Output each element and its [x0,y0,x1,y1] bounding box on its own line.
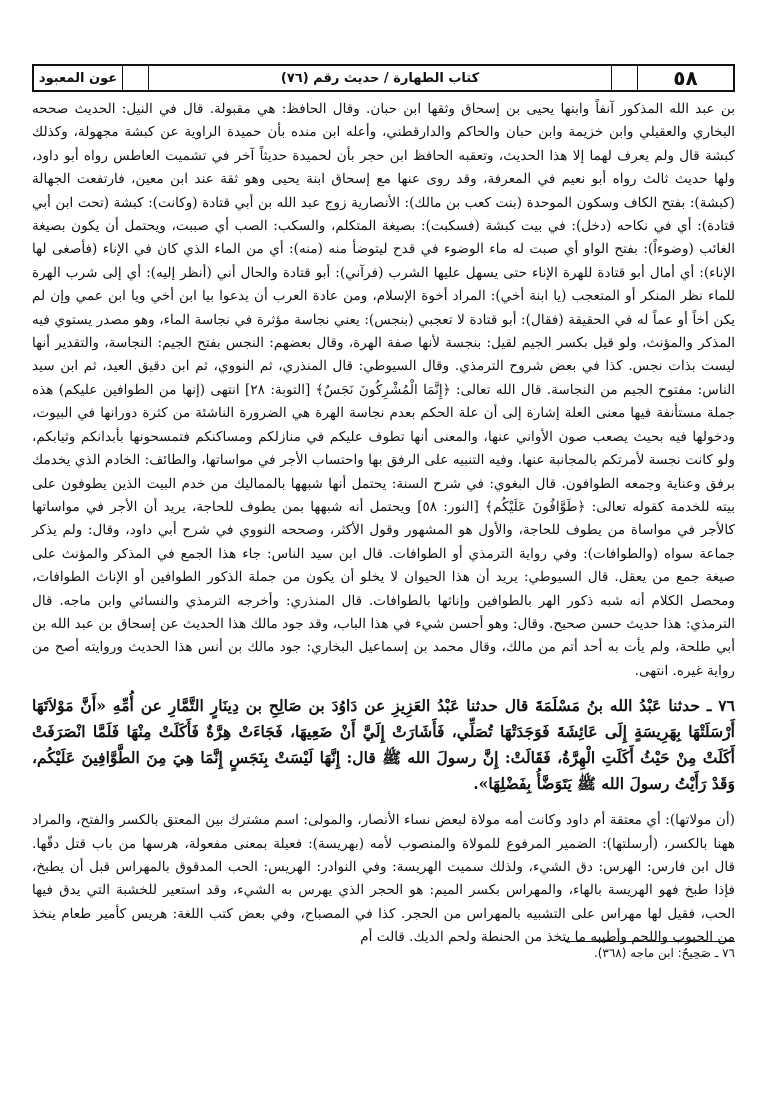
header-spacer [122,66,148,90]
hadith-text: ٧٦ ـ حدثنا عَبْدُ الله بنُ مَسْلَمَةَ قال حدثنا عَبْدُ العَزِيزِ عن دَاوُدَ بن صَالِحِ بن دِينَارٍ التَّمَّارِ عن أُمِّهِ «أَنَّ مَوْلاَتَهَا أَرْسَلَتْهَا بِهَرِيسَةٍ إِلَى عَائِشَةَ فَوَجَدَتْهَا تُصَلِّي، فَأَشَارَتْ إِلَيَّ أَنْ ضَعِيهَا، فَجَاءَتْ هِرَّةٌ فَأَكَلَتْ مِنْهَا فَلَمَّا انْصَرَفَتْ أَكَلَتْ مِنْ حَيْثُ أَكَلَتِ الْهِرَّةُ، فَقَالَتْ: إِنَّ رسولَ الله ﷺ قال: إِنَّهَا لَيْسَتْ بِنَجَسٍ إِنَّمَا هِيَ مِنَ الطَّوَّافِينَ عَلَيْكُم، وَقَدْ رَأَيْتُ رسولَ الله ﷺ يَتَوَضَّأُ بِفَضْلِهَا». [32,696,736,794]
page-header [32,64,735,92]
book-title: عون المعبود [38,70,118,86]
page-number: ٥٨ [637,66,733,90]
commentary-paragraph: بن عبد الله المذكور آنفاً وابنها يحيى بن إسحاق وثقها ابن حبان. وقال الحافظ: هي مقبولة. قال في النيل: الحديث صححه البخاري والعقيلي وابن خزيمة وابن حبان والحاكم والدارقطني، وأعله ابن منده بأن حميدة الراوية عن كبشة مجهولة، وكذلك كبشة قال ولم يعرف لهما إلا هذا الحديث، وتعقبه الحافظ ابن حجر بأن لحميدة حديثاً آخر في تشميت العاطس رواه أبو داود، ولها حديث ثالث رواه أبو نعيم في المعرفة، وقد روى عنها مع إسحاق ابنة يحيى وهو ثقة عند ابن معين، فارتفعت الجهالة (كبشة): بفتح الكاف وسكون الموحدة (بنت كعب بن مالك): الأنصارية زوج عبد الله بن أبي قتادة (وكانت): كبشة (تحت ابن أبي قتادة): أي في نكاحه (دخل): في بيت كبشة (فسكبت): بصيغة المتكلم، والسكب: الصب أي صببت، ويحتمل أن يكون بصيغة الغائب (وضوءاً): بفتح الواو أي صبت له ماء الوضوء في قدح ليتوضأ منه (منه): أي من الماء الذي كان في الإناء (فأصغى لها الإناء): أي أمال أبو قتادة للهرة الإناء حتى يسهل عليها الشرب (فرآني): أبو قتادة والحال أني (أنظر إليه): أي إلى شرب الهرة للماء نظر المنكر أو المتعجب (يا ابنة أخي): المراد أخوة الإسلام، ومن عادة العرب أن يدعوا بيا ابن أخي ويا ابن عمي وإن لم يكن أخاً أو عماً له في الحقيقة (فقال): أبو قتادة لا تعجبي (بنجس): يعني نجاسة مؤثرة في نجاسة الماء، وهو مصدر يستوي فيه المذكر والمؤنث، ولو قيل بكسر الجيم لقيل: بنجسة لأنها صفة الهرة، وقال بعضهم: النجس بفتح الجيم: النجاسة، والتقدير أنها ليست بذات نجس. كذا في بعض شروح الترمذي. وقال السيوطي: قال المنذري، ثم النووي، ثم ابن دقيق العيد، ثم ابن سيد الناس: مفتوح الجيم من النجاسة. قال الله تعالى: ﴿إِنَّمَا الْمُشْرِكُونَ نَجَسٌ﴾ [التوبة: ٢٨] انتهى (إنها من الطوافين عليكم) هذه جملة مستأنفة فيها معنى العلة إشارة إلى أن علة الحكم بعدم نجاسة الهرة هي الضرورة الناشئة من كثرة دورانها في البيوت، ودخولها فيه بحيث يصعب صون الأواني عنها، والمعنى أنها تطوف عليكم في منازلكم ومساكنكم فتمسحونها بأبدانكم وثيابكم، ولو كانت نجسة لأمرتكم بالمجانبة عنها. وفيه التنبيه على الرفق بها واحتساب الأجر في مواساتها، والطائف: الخادم الذي يخدمك برفق وعناية وجمعه الطوافون. قال البغوي: في شرح السنة: يحتمل أنها شبهها بالمماليك من خدم البيت الذين يطوفون على بيته للخدمة كقوله تعالى: ﴿طَوَّافُونَ عَلَيْكُم﴾ [النور: ٥٨] ويحتمل أنه شبهها بمن يطوف للحاجة، يريد أن الأجر في مواساتها كالأجر في مواساة من يطوف للحاجة، والأول هو المشهور وقول الأكثر، وصححه النووي في شرح أبي داود، وقال: ولم يذكر جماعة سواه (والطوافات): وفي رواية الترمذي أو الطوافات. قال ابن سيد الناس: جاء هذا الجمع في المذكر والمؤنث على صيغة جمع من يعقل. قال السيوطي: يريد أن هذا الحيوان لا يخلو أن يكون من جملة الذكور الطوافين أو الإناث الطوافات، ومحصل الكلام أنه شبه ذكور الهر بالطوافين وإناثها بالطوافات. قال المنذري: وأخرجه الترمذي والنسائي وابن ماجه. قال الترمذي: هذا حديث حسن صحيح. وقال: وهو أحسن شيء في هذا الباب، وقد جود مالك هذا الحديث عن إسحاق بن عبد الله بن أبي طلحة، ولم يأت به أحد أتم من مالك، وقال محمد بن إسماعيل البخاري: جود مالك بن أنس هذا الحديث وروايته أصح من رواية غيره. انتهى. [32,101,735,679]
commentary-new: (أن مولاتها): أي معتقة أم داود وكانت أمه مولاة لبعض نساء الأنصار، والمولى: اسم مشترك بين المعتق بالكسر والفتح، والمراد ههنا بالكسر، (أرسلتها): الضمير المرفوع للمولاة والمنصوب لأمه (بهريسة): فعيلة بمعنى مفعولة، هرسها من باب قتل دقّها. قال ابن فارس: الهرس: دق الشيء، ولذلك سميت الهريسة: وفي النوادر: الهريس: الحب المدقوق بالمهراس قبل أن يطبخ، فإذا طبخ فهو الهريسة بالهاء، والمهراس بكسر الميم: هو الحجر الذي يهرس به الشيء، وقد استعير للخشبة التي يدق فيها الحب، فقيل لها مهراس على التشبيه بالمهراس من الحجر. كذا في المصباح، وفي بعض كتب اللغة: هريس كأمير طعام ينخذ من الحبوب واللحم وأطيبه ما يتخذ من الحنطة ولحم الديك. قالت أم [32,812,735,946]
page [32,64,735,950]
hadith-number: ٧٦ [718,696,736,716]
footnote: ٧٦ ـ صَحِيحٌ: ابن ماجه (٣٦٨). [593,946,735,960]
hadith-isnad: حدثنا عَبْدُ الله بنُ مَسْلَمَةَ قال حدثنا عَبْدُ العَزِيزِ عن دَاوُدَ بن صَالِحِ بن دِينَارٍ التَّمَّارِ عن أُمِّهِ [112,696,700,716]
hadith-matn: «أَنَّ مَوْلاَتَهَا أَرْسَلَتْهَا بِهَرِيسَةٍ إِلَى عَائِشَةَ فَوَجَدَتْهَا تُصَلِّي، فَأَشَارَتْ إِلَيَّ أَنْ ضَعِيهَا، فَجَاءَتْ هِرَّةٌ فَأَكَلَتْ مِنْهَا فَلَمَّا انْصَرَفَتْ أَكَلَتْ مِنْ حَيْثُ أَكَلَتِ الْهِرَّةُ، فَقَالَتْ: إِنَّ رسولَ الله ﷺ قال: إِنَّهَا لَيْسَتْ بِنَجَسٍ إِنَّمَا هِيَ مِنَ الطَّوَّافِينَ عَلَيْكُم، وَقَدْ رَأَيْتُ رسولَ الله ﷺ يَتَوَضَّأُ بِفَضْلِهَا». [32,696,735,794]
footnote-rule [565,941,735,942]
header-spacer [611,66,637,90]
commentary-previous [32,98,735,683]
chapter-title: كتاب الطهارة / حديث رقم (٧٦) [148,66,611,90]
